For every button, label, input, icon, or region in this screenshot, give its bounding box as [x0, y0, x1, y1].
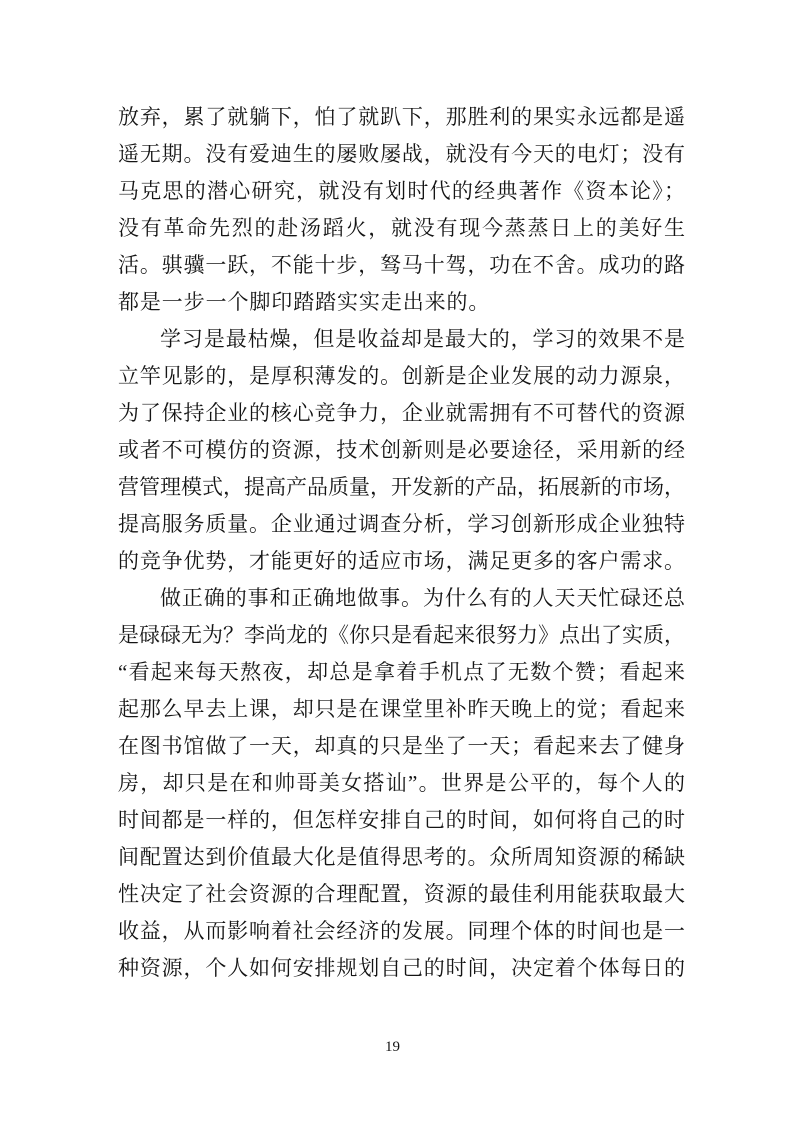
text-line: 马克思的潜心研究，就没有划时代的经典著作《资本论》； — [118, 179, 685, 203]
paragraph — [118, 99, 685, 321]
text-line: 或者不可模仿的资源，技术创新则是必要途径，采用新的经 — [118, 438, 685, 462]
text-line: 活。骐骥一跃，不能十步，驽马十驾，功在不舍。成功的路 — [118, 253, 685, 277]
text-line: 做正确的事和正确地做事。为什么有的人天天忙碌还总 — [160, 586, 685, 610]
paragraph — [118, 321, 685, 580]
document-body — [118, 99, 685, 987]
text-line: 没有革命先烈的赴汤蹈火，就没有现今蒸蒸日上的美好生 — [118, 216, 685, 240]
text-line: 在图书馆做了一天，却真的只是坐了一天；看起来去了健身 — [118, 734, 685, 758]
text-line: 起那么早去上课，却只是在课堂里补昨天晚上的觉；看起来 — [118, 697, 685, 721]
text-line: 种资源，个人如何安排规划自己的时间，决定着个体每日的 — [118, 956, 685, 980]
text-line: 的竞争优势，才能更好的适应市场，满足更多的客户需求。 — [118, 549, 685, 573]
text-line: “看起来每天熬夜，却总是拿着手机点了无数个赞；看起来 — [118, 660, 685, 684]
text-line: 为了保持企业的核心竞争力，企业就需拥有不可替代的资源 — [118, 401, 685, 425]
text-line: 时间都是一样的，但怎样安排自己的时间，如何将自己的时 — [118, 808, 685, 832]
text-line: 放弃，累了就躺下，怕了就趴下，那胜利的果实永远都是遥 — [118, 105, 685, 129]
text-line: 立竿见影的，是厚积薄发的。创新是企业发展的动力源泉， — [118, 364, 685, 388]
text-line: 房，却只是在和帅哥美女搭讪”。世界是公平的，每个人的 — [118, 771, 685, 795]
text-line: 收益，从而影响着社会经济的发展。同理个体的时间也是一 — [118, 919, 685, 943]
text-line: 遥无期。没有爱迪生的屡败屡战，就没有今天的电灯；没有 — [118, 142, 685, 166]
text-line: 性决定了社会资源的合理配置，资源的最佳利用能获取最大 — [118, 882, 685, 906]
text-line: 都是一步一个脚印踏踏实实走出来的。 — [118, 290, 491, 314]
text-line: 营管理模式，提高产品质量，开发新的产品，拓展新的市场， — [118, 475, 685, 499]
paragraph — [118, 580, 685, 987]
text-line: 间配置达到价值最大化是值得思考的。众所周知资源的稀缺 — [118, 845, 685, 869]
page-number: 19 — [385, 1039, 400, 1055]
text-line: 是碌碌无为？李尚龙的《你只是看起来很努力》点出了实质， — [118, 623, 685, 647]
text-line: 学习是最枯燥，但是收益却是最大的，学习的效果不是 — [160, 327, 685, 351]
text-line: 提高服务质量。企业通过调查分析，学习创新形成企业独特 — [118, 512, 685, 536]
